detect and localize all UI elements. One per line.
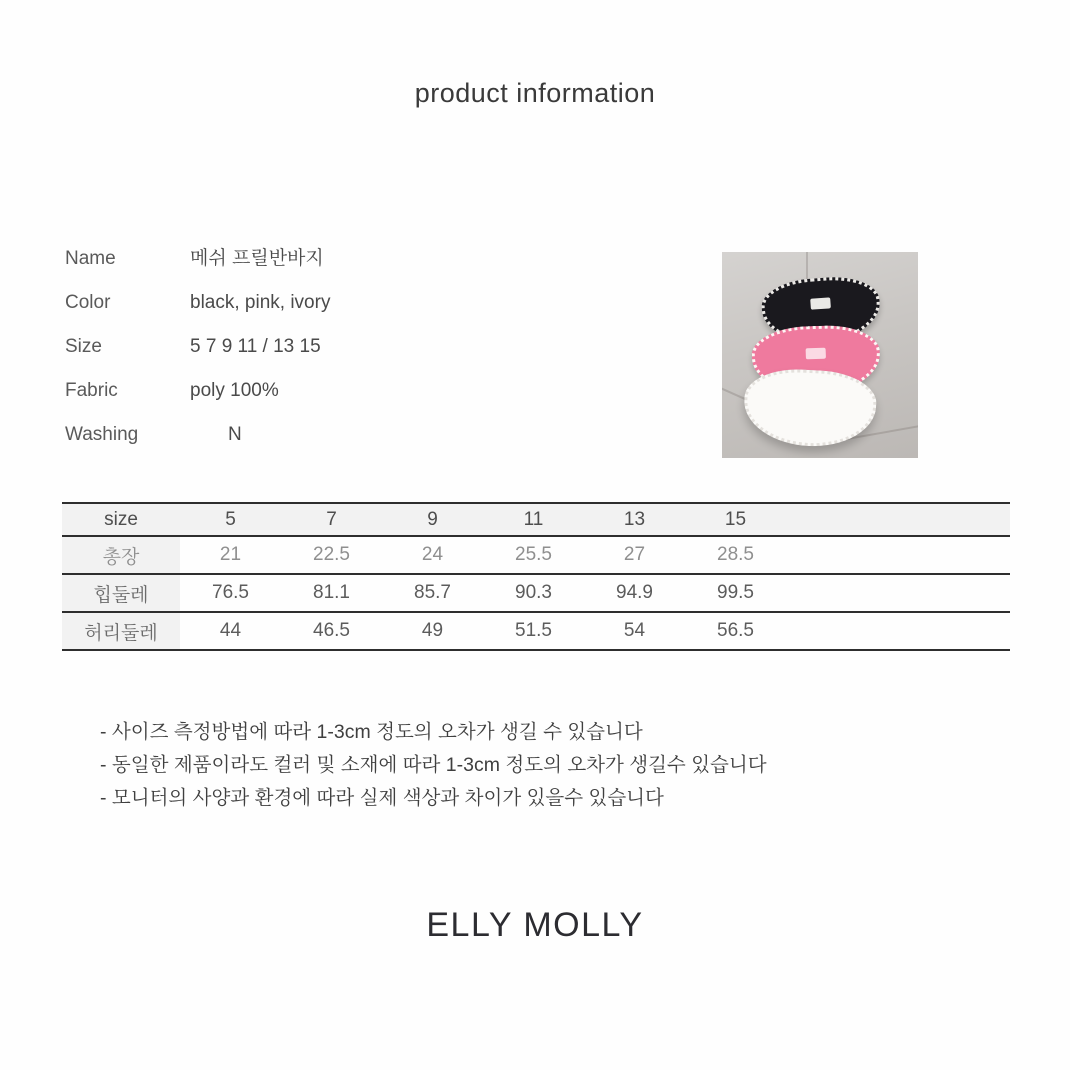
size-table-header-cell: 13 xyxy=(584,503,685,536)
label-tag xyxy=(806,347,826,359)
table-cell: 56.5 xyxy=(685,612,786,650)
size-table-header-row xyxy=(62,503,1010,536)
spec-row-size xyxy=(65,336,685,358)
spec-label: Size xyxy=(65,336,102,357)
row-label: 힙둘레 xyxy=(62,574,180,612)
table-cell: 81.1 xyxy=(281,574,382,612)
product-spec-list xyxy=(65,248,685,468)
row-label: 총장 xyxy=(62,536,180,574)
table-cell: 99.5 xyxy=(685,574,786,612)
spec-row-name xyxy=(65,248,685,270)
disclaimer-notes xyxy=(100,716,767,815)
note-line: - 동일한 제품이라도 컬러 및 소재에 따라 1-3cm 정도의 오차가 생길수 있습니다 xyxy=(100,754,767,776)
table-cell-filler xyxy=(786,612,1010,650)
table-cell: 49 xyxy=(382,612,483,650)
product-photo xyxy=(722,252,918,458)
table-cell-filler xyxy=(786,574,1010,612)
table-row-hip xyxy=(62,574,1010,612)
spec-value: poly 100% xyxy=(190,380,279,401)
table-cell: 46.5 xyxy=(281,612,382,650)
size-table-header-filler xyxy=(786,503,1010,536)
table-cell: 51.5 xyxy=(483,612,584,650)
spec-row-color xyxy=(65,292,685,314)
spec-label: Color xyxy=(65,292,111,313)
table-cell: 27 xyxy=(584,536,685,574)
spec-row-washing xyxy=(65,424,685,446)
spec-label: Fabric xyxy=(65,380,118,401)
size-table xyxy=(62,502,1010,651)
table-cell-filler xyxy=(786,536,1010,574)
note-line: - 모니터의 사양과 환경에 따라 실제 색상과 차이가 있을수 있습니다 xyxy=(100,787,664,809)
size-table-header-cell: 5 xyxy=(180,503,281,536)
size-table-header-cell: 7 xyxy=(281,503,382,536)
table-cell: 85.7 xyxy=(382,574,483,612)
page-title: product information xyxy=(414,78,656,108)
spec-label: Name xyxy=(65,248,116,269)
size-table-header-cell: 15 xyxy=(685,503,786,536)
table-cell: 44 xyxy=(180,612,281,650)
row-label: 허리둘레 xyxy=(62,612,180,650)
table-row-waist xyxy=(62,612,1010,650)
spec-value: N xyxy=(228,424,242,445)
table-cell: 54 xyxy=(584,612,685,650)
table-cell: 24 xyxy=(382,536,483,574)
table-cell: 21 xyxy=(180,536,281,574)
size-table-header-cell: 9 xyxy=(382,503,483,536)
table-cell: 22.5 xyxy=(281,536,382,574)
label-tag xyxy=(810,298,831,310)
spec-value: black, pink, ivory xyxy=(190,292,331,313)
table-cell: 25.5 xyxy=(483,536,584,574)
spec-value: 5 7 9 11 / 13 15 xyxy=(190,336,321,357)
brand-logo-text: ELLY MOLLY xyxy=(426,906,644,944)
note-line: - 사이즈 측정방법에 따라 1-3cm 정도의 오차가 생길 수 있습니다 xyxy=(100,721,643,743)
size-table-header-cell: 11 xyxy=(483,503,584,536)
size-table-header-cell: size xyxy=(62,503,180,536)
spec-value: 메쉬 프릴반바지 xyxy=(190,248,324,269)
table-cell: 90.3 xyxy=(483,574,584,612)
table-row-total-length xyxy=(62,536,1010,574)
table-cell: 76.5 xyxy=(180,574,281,612)
spec-label: Washing xyxy=(65,424,139,445)
table-cell: 28.5 xyxy=(685,536,786,574)
table-cell: 94.9 xyxy=(584,574,685,612)
spec-row-fabric xyxy=(65,380,685,402)
